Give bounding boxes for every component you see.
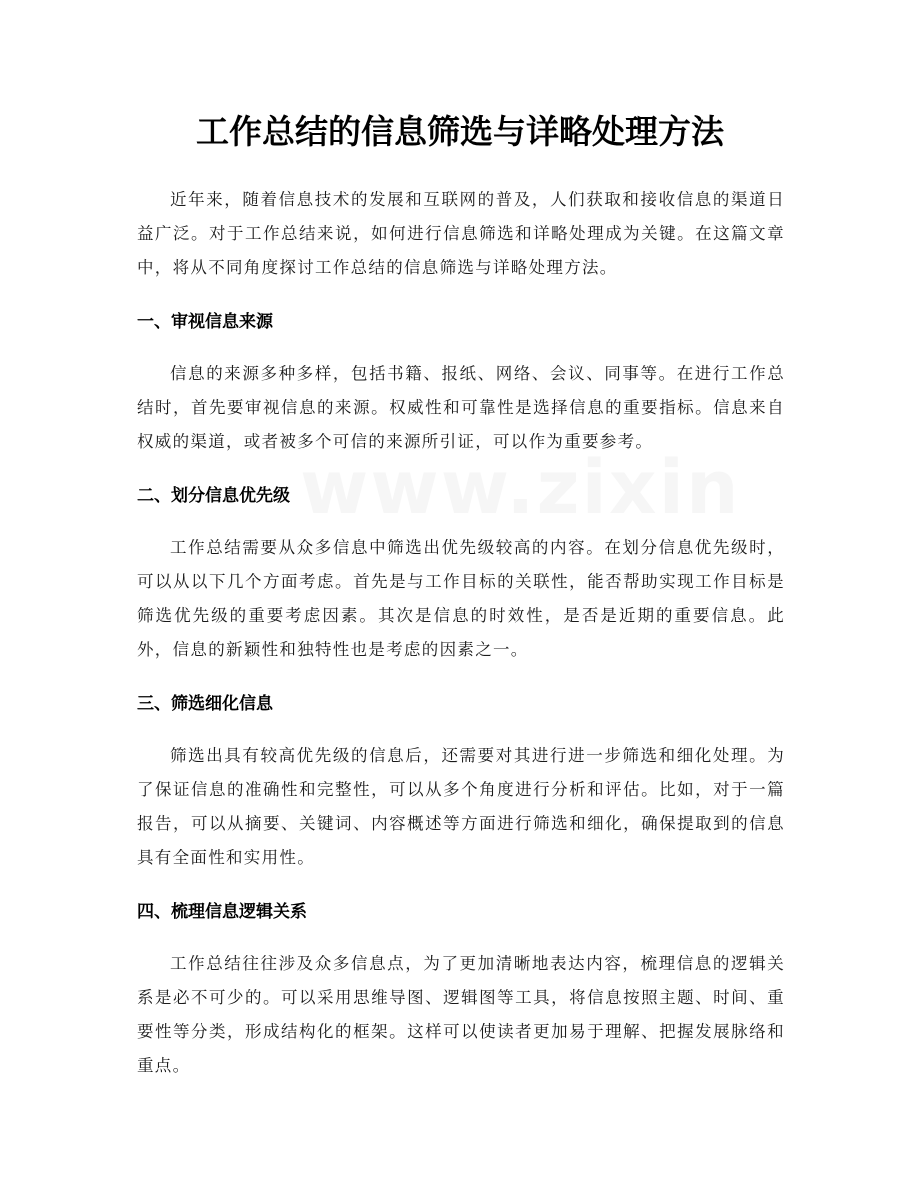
section-body-4: 工作总结往往涉及众多信息点，为了更加清晰地表达内容，梳理信息的逻辑关系是必不可少的。可以采用思维导图、逻辑图等工具，将信息按照主题、时间、重要性等分类，形成结构化的框架。这样可以使读者更加易于理解、把握发展脉络和重点。: [137, 954, 785, 1075]
section-heading-4: 四、梳理信息逻辑关系: [137, 902, 307, 922]
section-body-2: 工作总结需要从众多信息中筛选出优先级较高的内容。在划分信息优先级时，可以从以下几个方面考虑。首先是与工作目标的关联性，能否帮助实现工作目标是筛选优先级的重要考虑因素。其次是信息的时效性，是否是近期的重要信息。此外，信息的新颖性和独特性也是考虑的因素之一。: [137, 538, 785, 659]
page-title: 工作总结的信息筛选与详略处理方法: [196, 112, 724, 151]
document-body: [137, 183, 785, 1083]
section-body-3: 筛选出具有较高优先级的信息后，还需要对其进行进一步筛选和细化处理。为了保证信息的准确性和完整性，可以从多个角度进行分析和评估。比如，对于一篇报告，可以从摘要、关键词、内容概述等方面进行筛选和细化，确保提取到的信息具有全面性和实用性。: [137, 746, 785, 867]
section-heading-3: 三、筛选细化信息: [137, 694, 273, 714]
section-heading-1: 一、审视信息来源: [137, 312, 273, 332]
section-body-1: 信息的来源多种多样，包括书籍、报纸、网络、会议、同事等。在进行工作总结时，首先要审视信息的来源。权威性和可靠性是选择信息的重要指标。信息来自权威的渠道，或者被多个可信的来源所引证，可以作为重要参考。: [137, 364, 785, 451]
intro-paragraph: 近年来，随着信息技术的发展和互联网的普及，人们获取和接收信息的渠道日益广泛。对于工作总结来说，如何进行信息筛选和详略处理成为关键。在这篇文章中，将从不同角度探讨工作总结的信息筛选与详略处理方法。: [137, 190, 785, 277]
section-heading-2: 二、划分信息优先级: [137, 486, 290, 506]
